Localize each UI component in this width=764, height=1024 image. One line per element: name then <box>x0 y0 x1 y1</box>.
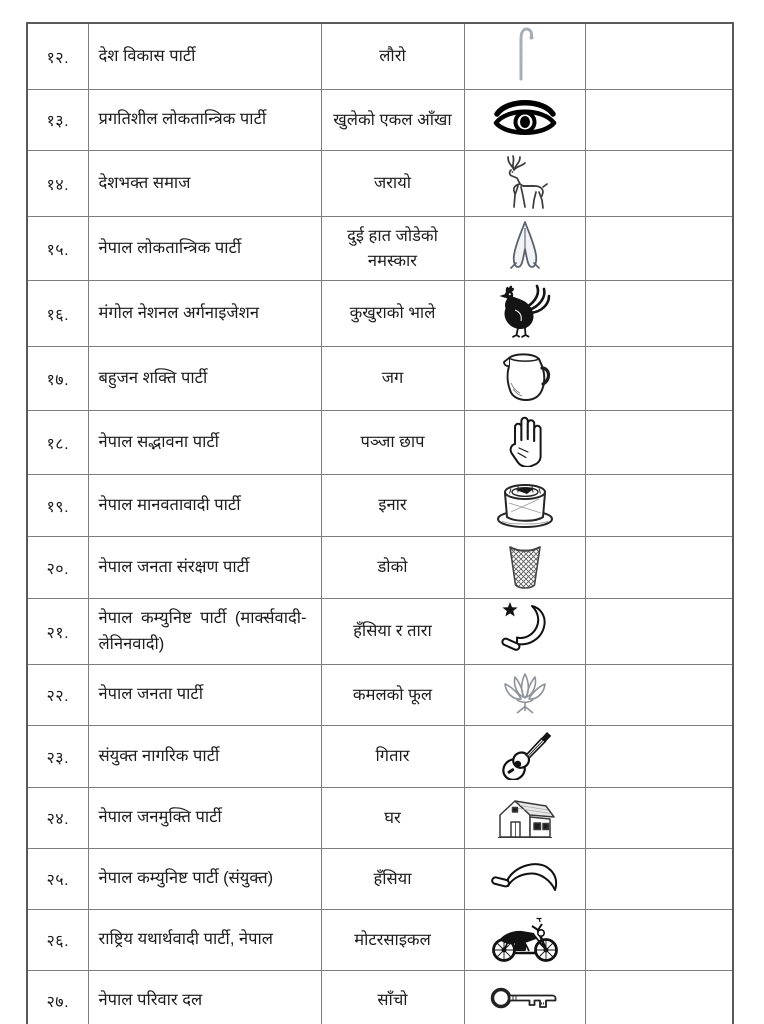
row-number-cell <box>27 788 88 849</box>
symbol-name-cell <box>321 475 464 537</box>
row-number-cell <box>27 23 88 90</box>
table-row <box>27 599 733 665</box>
symbol-image-cell <box>464 475 585 537</box>
motorcycle-icon <box>489 913 561 963</box>
party-name-cell <box>88 665 321 726</box>
row-number: २५. <box>46 872 70 889</box>
row-number-cell <box>27 537 88 599</box>
guitar-icon <box>492 728 558 780</box>
remarks-cell <box>585 281 733 347</box>
rooster-icon <box>497 283 553 339</box>
remarks-cell <box>585 665 733 726</box>
symbol-image-cell <box>464 849 585 910</box>
jug-icon <box>498 349 552 403</box>
hand-palm-icon <box>501 413 549 467</box>
symbol-image-cell <box>464 347 585 411</box>
symbol-name-cell <box>321 849 464 910</box>
symbol-name: साँचो <box>377 991 408 1010</box>
remarks-cell <box>585 411 733 475</box>
walking-stick-icon <box>515 26 535 82</box>
party-name: मंगोल नेशनल अर्गनाइजेशन <box>98 303 260 322</box>
row-number-cell <box>27 971 88 1024</box>
row-number: १४. <box>46 176 70 194</box>
symbol-image-cell <box>464 151 585 217</box>
row-number-cell <box>27 151 88 217</box>
symbol-image-cell <box>464 665 585 726</box>
symbol-image-cell <box>464 726 585 788</box>
symbol-image-cell <box>464 90 585 151</box>
table-row <box>27 151 733 217</box>
row-number-cell <box>27 347 88 411</box>
symbol-image-cell <box>464 910 585 971</box>
row-number-cell <box>27 599 88 665</box>
table-row <box>27 23 733 90</box>
party-name-cell <box>88 599 321 665</box>
remarks-cell <box>585 151 733 217</box>
deer-icon <box>498 153 552 209</box>
symbol-image-cell <box>464 281 585 347</box>
symbol-name-cell <box>321 411 464 475</box>
basket-icon <box>501 539 549 591</box>
lotus-icon <box>498 670 552 716</box>
row-number: १९. <box>46 498 70 516</box>
table-row <box>27 537 733 599</box>
symbol-name: गितार <box>375 747 410 766</box>
party-name: राष्ट्रिय यथार्थवादी पार्टी, नेपाल <box>98 930 273 949</box>
party-name-cell <box>88 971 321 1024</box>
party-name-cell <box>88 411 321 475</box>
row-number-cell <box>27 217 88 281</box>
table-row <box>27 788 733 849</box>
symbol-name: इनार <box>378 496 407 515</box>
symbol-name: पञ्जा छाप <box>360 433 425 452</box>
symbol-name-cell <box>321 910 464 971</box>
symbol-name-cell <box>321 726 464 788</box>
well-icon <box>489 477 561 529</box>
table-row <box>27 347 733 411</box>
namaste-hands-icon <box>503 219 547 273</box>
remarks-cell <box>585 971 733 1024</box>
sickle-star-icon <box>497 601 553 657</box>
symbol-name: घर <box>384 808 401 827</box>
table-row <box>27 971 733 1024</box>
row-number: २१. <box>46 624 70 642</box>
table-row <box>27 665 733 726</box>
row-number-cell <box>27 726 88 788</box>
symbol-image-cell <box>464 788 585 849</box>
party-name: नेपाल सद्भावना पार्टी <box>98 432 219 451</box>
party-name: नेपाल मानवतावादी पार्टी <box>98 495 241 514</box>
symbol-name-cell <box>321 23 464 90</box>
party-name-cell <box>88 151 321 217</box>
party-table-body <box>27 23 733 1024</box>
remarks-cell <box>585 475 733 537</box>
party-name: नेपाल जनता संरक्षण पार्टी <box>98 557 250 576</box>
row-number: १५. <box>46 241 70 259</box>
guitar-icon <box>492 728 558 780</box>
table-row <box>27 910 733 971</box>
remarks-cell <box>585 347 733 411</box>
house-icon <box>492 791 558 841</box>
table-row <box>27 475 733 537</box>
row-number-cell <box>27 910 88 971</box>
party-name-cell <box>88 788 321 849</box>
symbol-name: मोटरसाइकल <box>354 930 431 949</box>
symbol-image-cell <box>464 971 585 1024</box>
walking-stick-icon <box>515 26 535 82</box>
row-number: १२. <box>46 49 70 67</box>
open-eye-icon <box>491 94 559 142</box>
symbol-name: खुलेको एकल आँखा <box>333 110 452 129</box>
symbol-name: कुखुराको भाले <box>349 304 436 323</box>
row-number-cell <box>27 475 88 537</box>
symbol-name-cell <box>321 788 464 849</box>
row-number-cell <box>27 849 88 910</box>
party-name: नेपाल परिवार दल <box>98 990 203 1009</box>
jug-icon <box>498 349 552 403</box>
symbol-name: जरायो <box>373 174 412 193</box>
table-row <box>27 411 733 475</box>
symbol-name-cell <box>321 599 464 665</box>
party-name: देशभक्त समाज <box>98 173 191 192</box>
row-number: १७. <box>46 371 70 389</box>
sickle-icon <box>490 856 560 898</box>
row-number-cell <box>27 665 88 726</box>
remarks-cell <box>585 910 733 971</box>
table-row <box>27 849 733 910</box>
remarks-cell <box>585 23 733 90</box>
party-name: नेपाल जनमुक्ति पार्टी <box>98 808 222 827</box>
symbol-name: लौरो <box>379 47 406 66</box>
row-number: १३. <box>46 113 70 130</box>
remarks-cell <box>585 599 733 665</box>
party-name-cell <box>88 281 321 347</box>
row-number: २४. <box>46 811 70 828</box>
symbol-name: कमलको फूल <box>352 685 433 704</box>
party-name: नेपाल कम्युनिष्ट पार्टी (मार्क्सवादी- लेनिनवादी) <box>98 608 307 653</box>
symbol-image-cell <box>464 537 585 599</box>
row-number: २२. <box>46 688 70 705</box>
rooster-icon <box>497 283 553 339</box>
symbol-name-cell <box>321 971 464 1024</box>
table-row <box>27 281 733 347</box>
symbol-name-cell <box>321 537 464 599</box>
namaste-hands-icon <box>503 219 547 273</box>
party-name: नेपाल लोकतान्त्रिक पार्टी <box>98 238 242 257</box>
house-icon <box>492 791 558 841</box>
sickle-star-icon <box>497 601 553 657</box>
party-name-cell <box>88 910 321 971</box>
key-icon <box>489 982 561 1014</box>
row-number: २३. <box>46 749 70 767</box>
table-row <box>27 217 733 281</box>
symbol-name-cell <box>321 217 464 281</box>
remarks-cell <box>585 849 733 910</box>
symbol-name-cell <box>321 347 464 411</box>
row-number-cell <box>27 90 88 151</box>
basket-icon <box>501 539 549 591</box>
party-name: संयुक्त नागरिक पार्टी <box>98 746 220 765</box>
symbol-name: डोको <box>377 558 408 577</box>
party-name-cell <box>88 537 321 599</box>
table-row <box>27 726 733 788</box>
remarks-cell <box>585 537 733 599</box>
party-name-cell <box>88 23 321 90</box>
party-name-cell <box>88 849 321 910</box>
party-name: नेपाल जनता पार्टी <box>98 685 203 704</box>
motorcycle-icon <box>489 913 561 963</box>
symbol-name-cell <box>321 665 464 726</box>
symbol-name: हँसिया र तारा <box>353 622 432 641</box>
party-name-cell <box>88 475 321 537</box>
row-number: १८. <box>46 435 70 453</box>
party-name: नेपाल कम्युनिष्ट पार्टी (संयुक्त) <box>98 869 274 888</box>
party-name: प्रगतिशील लोकतान्त्रिक पार्टी <box>98 110 267 129</box>
symbol-name: दुई हात जोडेको नमस्कार <box>347 226 438 270</box>
party-name: बहुजन शक्ति पार्टी <box>98 368 208 387</box>
open-eye-icon <box>491 94 559 142</box>
hand-palm-icon <box>501 413 549 467</box>
symbol-image-cell <box>464 411 585 475</box>
symbol-name: जग <box>381 369 404 388</box>
symbol-image-cell <box>464 23 585 90</box>
symbol-image-cell <box>464 599 585 665</box>
symbol-name-cell <box>321 281 464 347</box>
row-number: २६. <box>46 933 70 950</box>
symbol-name-cell <box>321 151 464 217</box>
party-name-cell <box>88 347 321 411</box>
party-name-cell <box>88 726 321 788</box>
symbol-name: हँसिया <box>373 869 412 888</box>
party-name-cell <box>88 90 321 151</box>
table-row <box>27 90 733 151</box>
sickle-icon <box>490 856 560 898</box>
remarks-cell <box>585 726 733 788</box>
party-name: देश विकास पार्टी <box>98 46 196 65</box>
remarks-cell <box>585 90 733 151</box>
remarks-cell <box>585 788 733 849</box>
deer-icon <box>498 153 552 209</box>
party-name-cell <box>88 217 321 281</box>
row-number: १६. <box>46 306 70 324</box>
row-number: २७. <box>46 993 70 1011</box>
key-icon <box>489 982 561 1014</box>
symbol-image-cell <box>464 217 585 281</box>
symbol-name-cell <box>321 90 464 151</box>
party-symbol-table <box>26 22 734 1024</box>
well-icon <box>489 477 561 529</box>
row-number: २०. <box>46 560 70 578</box>
lotus-icon <box>498 670 552 716</box>
remarks-cell <box>585 217 733 281</box>
row-number-cell <box>27 281 88 347</box>
row-number-cell <box>27 411 88 475</box>
